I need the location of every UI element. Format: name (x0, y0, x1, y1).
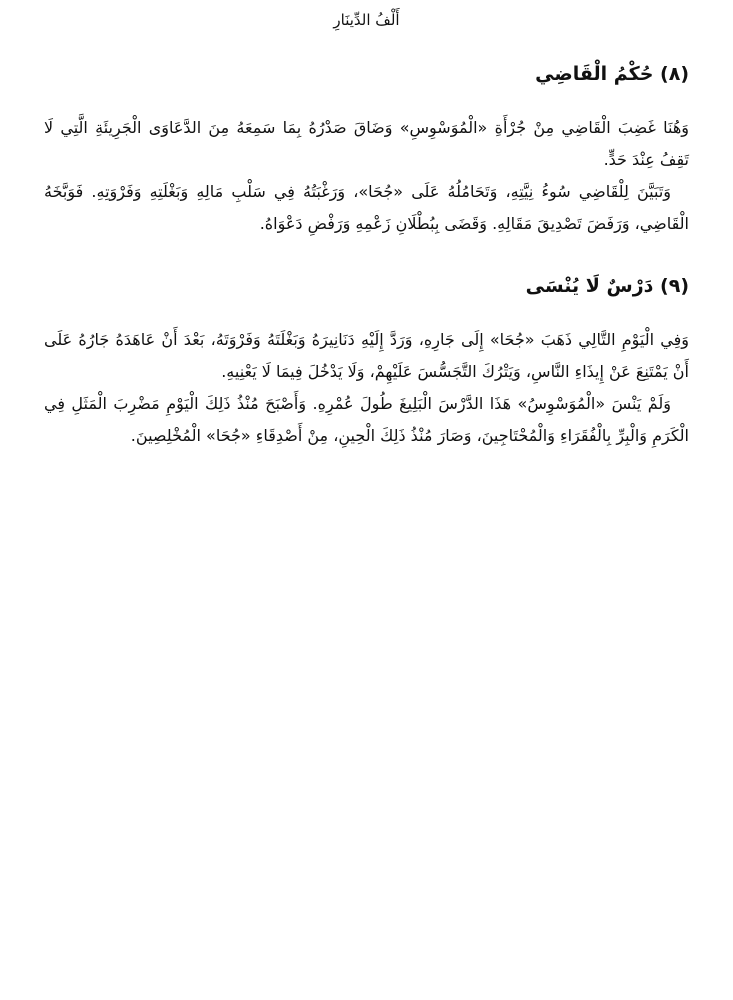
section-unforgettable-lesson (44, 270, 689, 452)
section-body (44, 112, 689, 240)
running-header: أَلْفُ الدِّينَارِ (333, 11, 400, 29)
section-body (44, 324, 689, 452)
page-content (44, 58, 689, 452)
paragraph: وَفِي الْيَوْمِ التَّالِي ذَهَبَ «جُحَا» إِلَى جَارِهِ، وَرَدَّ إِلَيْهِ دَنَانِيرَهُ وَبَغْلَتَهُ وَفَرْوَتَهُ، بَعْدَ أَنْ عَاهَدَهُ جَارُهُ عَلَى أَنْ يَمْتَنِعَ عَنْ إِيذَاءِ النَّاسِ، وَيَتْرُكَ التَّجَسُّسَ عَلَيْهِمْ، وَلَا يَدْخُلَ فِيمَا لَا يَعْنِيهِ. (44, 330, 689, 381)
paragraph: وَلَمْ يَنْسَ «الْمُوَسْوِسُ» هَذَا الدَّرْسَ الْبَلِيغَ طُولَ عُمْرِهِ. وَأَصْبَحَ مُنْذُ ذَلِكَ الْيَوْمِ مَضْرِبَ الْمَثَلِ فِي الْكَرَمِ وَالْبِرِّ بِالْفُقَرَاءِ وَالْمُحْتَاجِينَ، وَصَارَ مُنْذُ ذَلِكَ الْحِينِ، مِنْ أَصْدِقَاءِ «جُحَا» الْمُخْلِصِينَ. (44, 394, 689, 445)
section-qadi-judgment (44, 58, 689, 240)
paragraph: وَهُنَا غَضِبَ الْقَاضِي مِنْ جُرْأَةِ «الْمُوَسْوِسِ» وَضَاقَ صَدْرُهُ بِمَا سَمِعَهُ مِنَ الدَّعَاوَى الْجَرِيئَةِ الَّتِي لَا تَقِفُ عِنْدَ حَدٍّ. (44, 118, 689, 169)
paragraph: وَتَبَيَّنَ لِلْقَاضِي سُوءُ نِيَّتِهِ، وَتَحَامُلُهُ عَلَى «جُحَا»، وَرَغْبَتُهُ فِي سَلْبِ مَالِهِ وَبَغْلَتِهِ وَفَرْوَتِهِ. فَوَبَّخَهُ الْقَاضِي، وَرَفَضَ تَصْدِيقَ مَقَالِهِ. وَقَضَى بِبُطْلَانِ زَعْمِهِ وَرَفْضِ دَعْوَاهُ. (44, 182, 689, 233)
section-heading: (٨) حُكْمُ الْقَاضِي (535, 63, 689, 85)
section-heading: (٩) دَرْسٌ لَا يُنْسَى (525, 275, 689, 297)
